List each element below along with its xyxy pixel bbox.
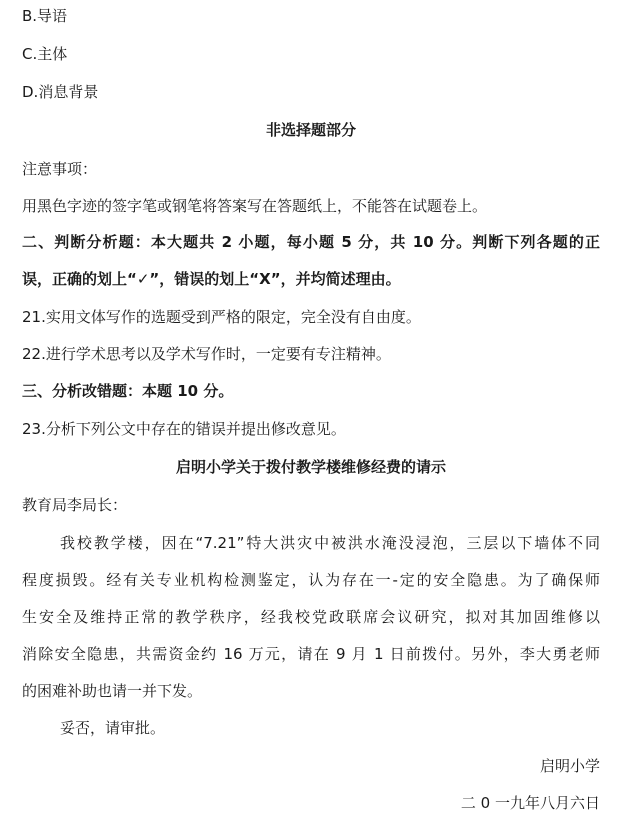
- option-b: B.导语: [22, 7, 68, 25]
- question-22: 22.进行学术思考以及学术写作时，一定要有专注精神。: [22, 345, 391, 363]
- document-body-line-1: 我校教学楼，因在“7.21”特大洪灾中被洪水淹没浸泡，三层以下墙体不同: [60, 534, 600, 552]
- document-body-line-2: 程度损毁。经有关专业机构检测鉴定，认为存在一-定的安全隐患。为了确保师: [22, 571, 600, 589]
- section-title-nonchoice: 非选择题部分: [265, 121, 356, 139]
- notice-label: 注意事项：: [22, 160, 98, 178]
- notice-text: 用黑色字迹的签字笔或钢笔将答案写在答题纸上，不能答在试题卷上。: [22, 197, 488, 215]
- document-body-line-5: 的困难补助也请一并下发。: [22, 682, 203, 700]
- document-body-line-3: 生安全及维持正常的教学秩序，经我校党政联席会议研究，拟对其加固维修以: [22, 608, 600, 626]
- question-23: 23.分析下列公文中存在的错误并提出修改意见。: [22, 420, 346, 438]
- document-date: 二 0 一九年八月六日: [460, 794, 600, 812]
- question-21: 21.实用文体写作的选题受到严格的限定，完全没有自由度。: [22, 308, 421, 326]
- option-d: D.消息背景: [22, 83, 99, 101]
- option-c: C.主体: [22, 45, 68, 63]
- document-salutation: 教育局李局长：: [22, 496, 128, 514]
- document-title: 启明小学关于拨付教学楼维修经费的请示: [175, 458, 446, 476]
- document-body-line-4: 消除安全隐患，共需资金约 16 万元，请在 9 月 1 日前拨付。另外，李大勇老师: [22, 645, 600, 663]
- section-two-heading-line1: 二、判断分析题：本大题共 2 小题，每小题 5 分，共 10 分。判断下列各题的正: [22, 233, 600, 251]
- document-signature: 启明小学: [539, 757, 600, 775]
- document-closing: 妥否，请审批。: [60, 719, 166, 737]
- section-two-heading-line2: 误，正确的划上“✓”，错误的划上“X”，并均简述理由。: [22, 270, 401, 288]
- section-three-heading: 三、分析改错题：本题 10 分。: [22, 382, 234, 400]
